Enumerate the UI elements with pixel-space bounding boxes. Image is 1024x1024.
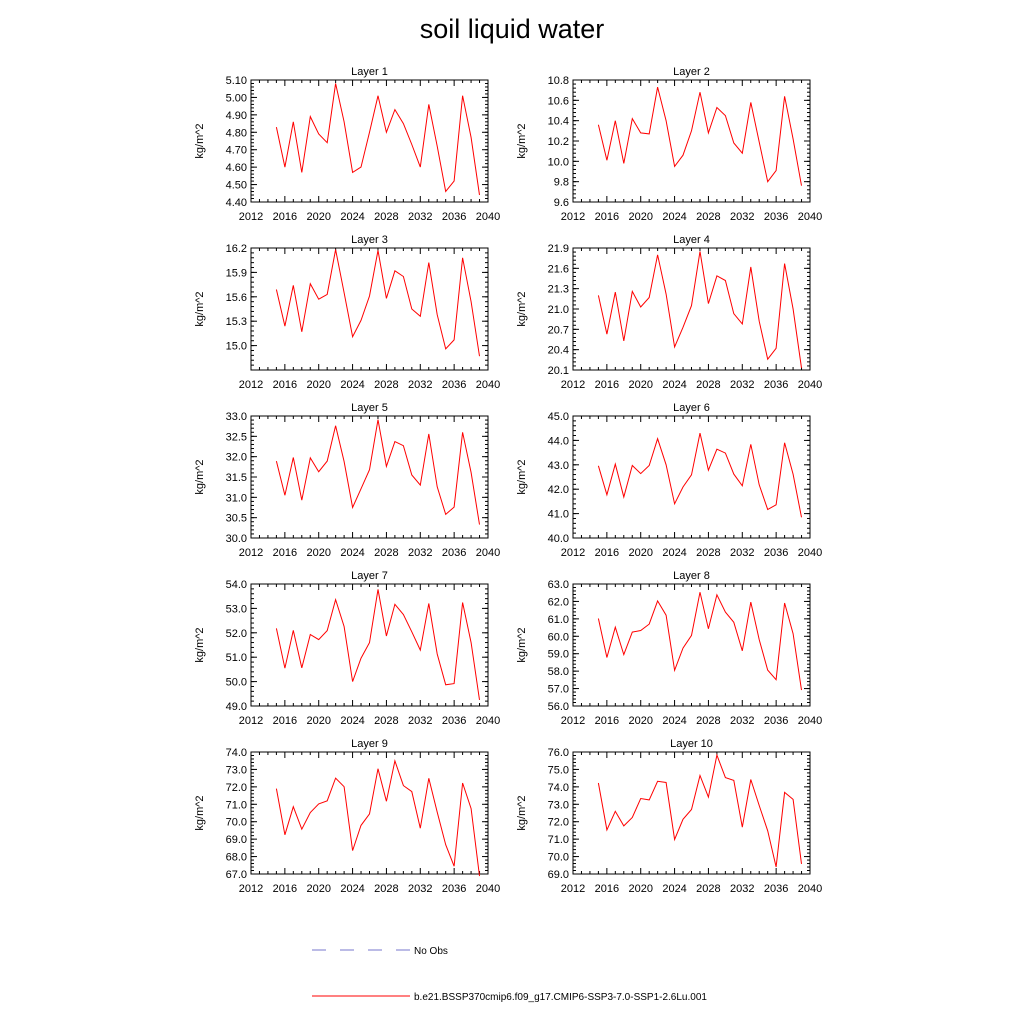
panel-layer-10 [516,738,822,895]
y-tick-label: 31.0 [225,492,247,505]
series-line [598,87,801,186]
y-tick-label: 44.0 [547,435,569,448]
x-tick-label: 2028 [374,547,399,559]
x-tick-label: 2012 [238,211,264,223]
x-tick-label: 2036 [763,547,789,559]
x-tick-label: 2024 [662,883,687,895]
y-tick-label: 45.0 [547,411,569,423]
plot-frame [251,416,488,538]
x-tick-label: 2032 [730,883,755,895]
y-tick-label: 74.0 [547,781,569,794]
x-tick-label: 2012 [238,715,264,727]
series-line [276,589,479,700]
x-tick-label: 2028 [696,211,721,223]
y-tick-label: 72.0 [547,816,569,829]
x-tick-label: 2028 [374,715,399,727]
y-tick-label: 15.6 [225,291,247,304]
y-tick-label: 32.5 [225,431,247,444]
y-tick-label: 4.40 [225,197,247,209]
x-tick-label: 2012 [560,883,586,895]
x-tick-label: 2032 [408,715,433,727]
plot-frame [251,584,488,706]
y-tick-label: 62.0 [547,596,569,609]
y-tick-label: 63.0 [547,579,569,591]
x-tick-label: 2024 [662,379,687,391]
x-tick-label: 2040 [475,715,501,727]
series-line [598,592,801,690]
series-line [276,84,479,196]
y-tick-label: 53.0 [225,603,247,616]
y-axis-label: kg/m^2 [194,459,206,495]
x-tick-label: 2016 [272,547,298,559]
x-tick-label: 2028 [374,379,399,391]
series-line [276,250,479,357]
y-tick-label: 5.00 [225,92,247,105]
panel-layer-3 [194,234,500,391]
y-tick-label: 33.0 [225,411,247,423]
x-tick-label: 2012 [560,211,586,223]
x-tick-label: 2016 [272,715,298,727]
y-tick-label: 51.0 [225,652,247,665]
x-tick-label: 2040 [475,547,501,559]
x-tick-label: 2036 [763,883,789,895]
x-tick-label: 2028 [374,883,399,895]
y-tick-label: 75.0 [547,764,569,777]
x-tick-label: 2036 [441,715,467,727]
x-tick-label: 2024 [662,211,687,223]
x-tick-label: 2012 [560,547,586,559]
y-tick-label: 72.0 [225,781,247,794]
panel-title: Layer 4 [673,234,710,246]
legend-obs-label: No Obs [414,946,448,957]
figure-title: soil liquid water [419,14,605,44]
y-tick-label: 15.3 [225,316,247,329]
y-axis-label: kg/m^2 [516,795,528,831]
y-tick-label: 32.0 [225,451,247,464]
y-tick-label: 56.0 [547,701,569,713]
y-axis-label: kg/m^2 [516,627,528,663]
y-tick-label: 20.4 [547,344,569,357]
y-tick-label: 9.6 [553,197,569,209]
y-axis-label: kg/m^2 [516,123,528,159]
x-tick-label: 2020 [628,883,653,895]
x-tick-label: 2036 [763,379,789,391]
x-tick-label: 2040 [797,715,823,727]
y-axis-label: kg/m^2 [194,123,206,159]
plot-frame [573,80,810,202]
y-tick-label: 10.6 [547,95,569,108]
panel-title: Layer 8 [673,570,710,582]
x-tick-label: 2020 [628,547,653,559]
y-tick-label: 21.3 [547,283,569,296]
x-tick-label: 2028 [696,547,721,559]
y-tick-label: 20.1 [547,365,569,377]
y-tick-label: 52.0 [225,627,247,640]
x-tick-label: 2036 [441,379,467,391]
x-tick-label: 2020 [306,379,331,391]
y-tick-label: 74.0 [225,747,247,759]
y-tick-label: 60.0 [547,631,569,644]
x-tick-label: 2016 [272,211,298,223]
y-tick-label: 69.0 [547,869,569,881]
y-tick-label: 70.0 [225,816,247,829]
y-tick-label: 71.0 [547,834,569,847]
panel-layer-5 [194,402,500,559]
series-line [598,433,801,517]
y-tick-label: 4.50 [225,179,247,192]
x-tick-label: 2032 [408,379,433,391]
x-tick-label: 2012 [238,379,264,391]
y-tick-label: 43.0 [547,459,569,472]
x-tick-label: 2016 [594,883,620,895]
x-tick-label: 2020 [628,379,653,391]
x-tick-label: 2024 [340,883,365,895]
y-tick-label: 20.7 [547,324,569,337]
y-tick-label: 73.0 [225,764,247,777]
x-tick-label: 2020 [306,211,331,223]
x-tick-label: 2040 [475,379,501,391]
y-axis-label: kg/m^2 [194,795,206,831]
legend-model-label: b.e21.BSSP370cmip6.f09_g17.CMIP6-SSP3-7.0-SSP1-2.6Lu.001 [414,992,707,1003]
y-tick-label: 10.2 [547,136,569,148]
panel-title: Layer 1 [351,66,388,78]
panel-title: Layer 10 [670,738,713,750]
y-tick-label: 71.0 [225,799,247,812]
panel-layer-7 [194,570,500,727]
y-tick-label: 15.9 [225,267,247,280]
y-tick-label: 4.90 [225,109,247,122]
x-tick-label: 2040 [797,883,823,895]
panel-layer-9 [194,738,500,895]
x-tick-label: 2012 [238,547,264,559]
y-tick-label: 57.0 [547,683,569,696]
x-tick-label: 2028 [374,211,399,223]
y-tick-label: 30.5 [225,512,247,525]
y-tick-label: 41.0 [547,508,569,521]
y-tick-label: 54.0 [225,579,247,591]
x-tick-label: 2016 [594,715,620,727]
x-tick-label: 2036 [763,211,789,223]
x-tick-label: 2016 [272,883,298,895]
y-tick-label: 73.0 [547,799,569,812]
x-tick-label: 2028 [696,883,721,895]
x-tick-label: 2016 [594,379,620,391]
y-tick-label: 76.0 [547,747,569,759]
plot-frame [251,248,488,370]
x-tick-label: 2032 [408,883,433,895]
plot-frame [573,416,810,538]
panel-title: Layer 3 [351,234,388,246]
x-tick-label: 2024 [662,547,687,559]
plot-frame [573,752,810,874]
x-tick-label: 2020 [306,715,331,727]
x-tick-label: 2036 [441,547,467,559]
x-tick-label: 2040 [797,547,823,559]
panel-layer-4 [516,234,822,391]
y-tick-label: 9.8 [553,176,569,189]
y-tick-label: 68.0 [225,851,247,864]
y-tick-label: 67.0 [225,869,247,881]
x-tick-label: 2036 [441,883,467,895]
x-tick-label: 2020 [306,547,331,559]
y-tick-label: 10.4 [547,115,569,128]
x-tick-label: 2032 [408,211,433,223]
y-tick-label: 69.0 [225,834,247,847]
x-tick-label: 2020 [628,211,653,223]
y-tick-label: 49.0 [225,701,247,713]
y-tick-label: 58.0 [547,666,569,679]
y-axis-label: kg/m^2 [194,291,206,327]
y-tick-label: 70.0 [547,851,569,864]
x-tick-label: 2016 [594,211,620,223]
panel-title: Layer 9 [351,738,388,750]
x-tick-label: 2024 [340,211,365,223]
y-tick-label: 21.0 [547,304,569,316]
y-tick-label: 40.0 [547,533,569,545]
y-tick-label: 31.5 [225,472,247,484]
panel-layer-6 [516,402,822,559]
series-line [276,420,479,525]
y-tick-label: 15.0 [225,340,247,353]
x-tick-label: 2040 [475,211,501,223]
panel-title: Layer 7 [351,570,388,582]
y-tick-label: 61.0 [547,613,569,626]
x-tick-label: 2012 [560,715,586,727]
x-tick-label: 2040 [475,883,501,895]
y-tick-label: 4.60 [225,162,247,175]
y-tick-label: 42.0 [547,484,569,497]
y-tick-label: 10.0 [547,156,569,169]
x-tick-label: 2036 [441,211,467,223]
series-line [276,761,479,876]
y-tick-label: 4.80 [225,127,247,140]
x-tick-label: 2024 [340,715,365,727]
series-line [598,755,801,867]
series-line [598,251,801,368]
x-tick-label: 2036 [763,715,789,727]
x-tick-label: 2040 [797,211,823,223]
y-tick-label: 10.8 [547,75,569,87]
panel-title: Layer 2 [673,66,710,78]
y-tick-label: 16.2 [225,243,247,255]
plot-frame [573,584,810,706]
x-tick-label: 2032 [730,547,755,559]
x-tick-label: 2032 [730,211,755,223]
y-axis-label: kg/m^2 [516,291,528,327]
x-tick-label: 2028 [696,715,721,727]
plot-frame [573,248,810,370]
x-tick-label: 2012 [238,883,264,895]
panel-layer-2 [516,66,822,223]
x-tick-label: 2020 [306,883,331,895]
x-tick-label: 2032 [408,547,433,559]
x-tick-label: 2040 [797,379,823,391]
x-tick-label: 2016 [272,379,298,391]
x-tick-label: 2032 [730,715,755,727]
x-tick-label: 2028 [696,379,721,391]
y-tick-label: 21.9 [547,243,569,255]
y-tick-label: 50.0 [225,676,247,689]
x-tick-label: 2032 [730,379,755,391]
y-tick-label: 30.0 [225,533,247,545]
x-tick-label: 2024 [662,715,687,727]
y-tick-label: 4.70 [225,144,247,157]
y-tick-label: 59.0 [547,648,569,661]
panel-layer-8 [516,570,822,727]
y-tick-label: 21.6 [547,263,569,276]
x-tick-label: 2024 [340,547,365,559]
x-tick-label: 2020 [628,715,653,727]
panel-title: Layer 5 [351,402,388,414]
x-tick-label: 2012 [560,379,586,391]
x-tick-label: 2016 [594,547,620,559]
y-axis-label: kg/m^2 [516,459,528,495]
y-axis-label: kg/m^2 [194,627,206,663]
panel-title: Layer 6 [673,402,710,414]
y-tick-label: 5.10 [225,75,247,87]
panel-layer-1 [194,66,500,223]
x-tick-label: 2024 [340,379,365,391]
